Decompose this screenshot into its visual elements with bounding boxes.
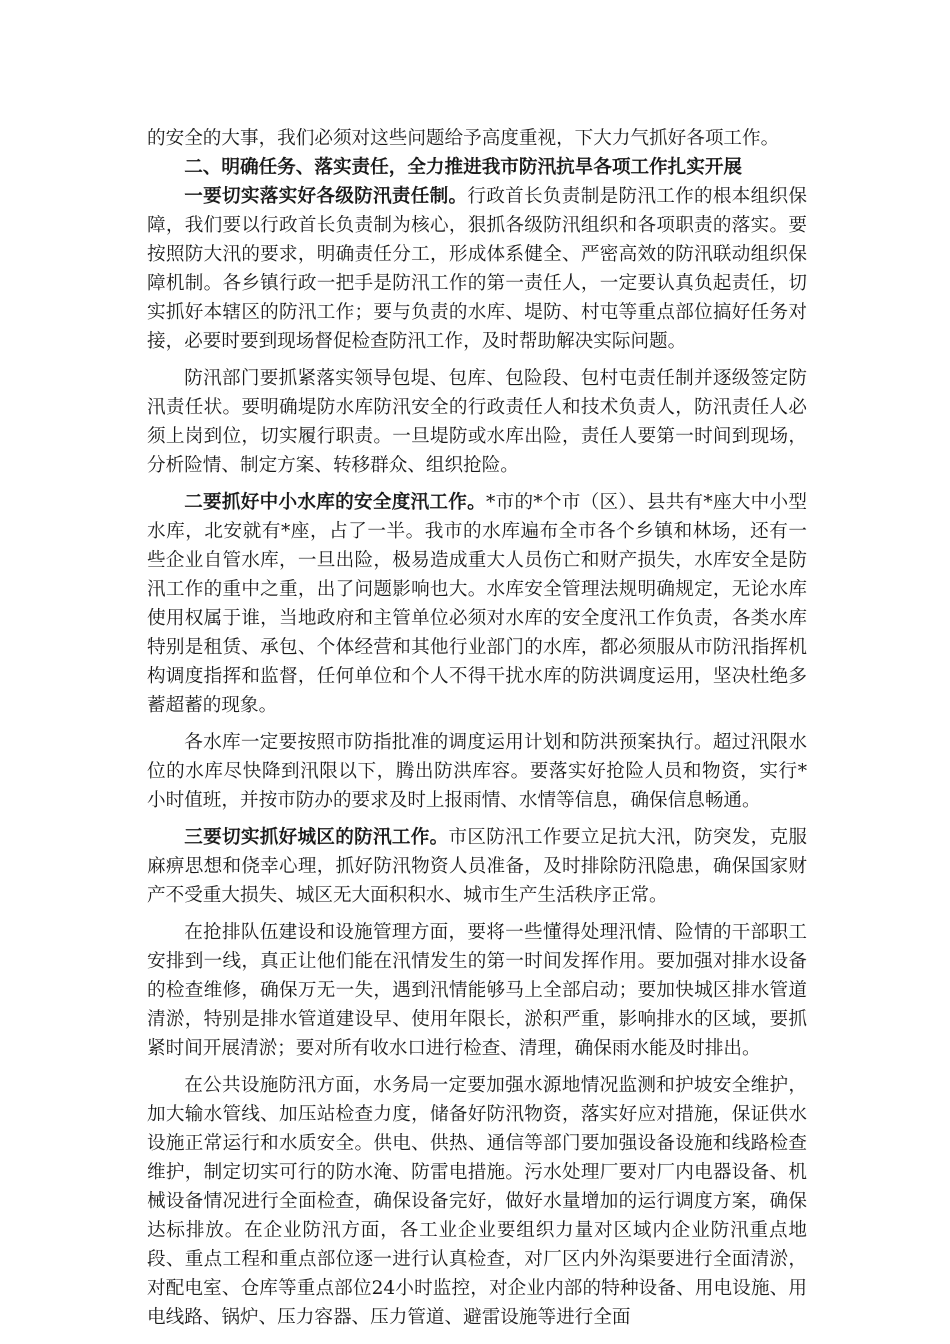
document-page	[147, 124, 807, 1332]
section-heading	[147, 153, 807, 182]
paragraph-text: 防汛部门要抓紧落实领导包堤、包库、包险段、包村屯责任制并逐级签定防汛责任状。要明确堤防水库防汛安全的行政责任人和技术负责人，防汛责任人必须上岗到位，切实履行职责。一旦堤防或水库出险，责任人要第一时间到现场，分析险情、制定方案、转移群众、组织抢险。	[147, 368, 807, 476]
paragraph-flood-departments	[147, 364, 807, 480]
paragraph-reservoir-safety	[147, 488, 807, 720]
paragraph-continuation	[147, 124, 807, 153]
paragraph-text: 各水库一定要按照市防指批准的调度运用计划和防洪预案执行。超过汛限水位的水库尽快降到汛限以下，腾出防洪库容。要落实好抢险人员和物资，实行*小时值班，并按市防办的要求及时上报雨情、水情等信息，确保信息畅通。	[147, 732, 807, 811]
paragraph-public-facilities	[147, 1071, 807, 1332]
paragraph-text: 的安全的大事，我们必须对这些问题给予高度重视，下大力气抓好各项工作。	[147, 128, 780, 149]
paragraph-text: 市区防汛工作要立足抗大汛，防突发，克服麻痹思想和侥幸心理，抓好防汛物资人员准备，及时排除防汛隐患，确保国家财产不受重大损失、城区无大面积积水、城市生产生活秩序正常。	[147, 827, 807, 906]
paragraph-text: *市的*个市（区）、县共有*座大中小型水库，北安就有*座，占了一半。我市的水库遍布全市各个乡镇和林场，还有一些企业自管水库，一旦出险，极易造成重大人员伤亡和财产损失，水库安全是防汛工作的重中之重，出了问题影响也大。水库安全管理法规明确规定，无论水库使用权属于谁，当地政府和主管单位必须对水库的安全度汛工作负责，各类水库特别是租赁、承包、个体经营和其他行业部门的水库，都必须服从市防汛指挥机构调度指挥和监督，任何单位和个人不得干扰水库的防洪调度运用，坚决杜绝多蓄超蓄的现象。	[147, 492, 807, 716]
paragraph-drainage-teams	[147, 918, 807, 1063]
paragraph-lead: 一要切实落实好各级防汛责任制。	[184, 186, 468, 207]
paragraph-lead: 三要切实抓好城区的防汛工作。	[184, 827, 449, 848]
paragraph-text: 在抢排队伍建设和设施管理方面，要将一些懂得处理汛情、险情的干部职工安排到一线，真正让他们能在汛情发生的第一时间发挥作用。要加强对排水设备的检查维修，确保万无一失，遇到汛情能够马上全部启动；要加快城区排水管道清淤，特别是排水管道建设早、使用年限长，淤积严重，影响排水的区域，要抓紧时间开展清淤；要对所有收水口进行检查、清理，确保雨水能及时排出。	[147, 922, 807, 1059]
paragraph-lead: 二要抓好中小水库的安全度汛工作。	[184, 492, 487, 513]
paragraph-text: 在公共设施防汛方面，水务局一定要加强水源地情况监测和护坡安全维护，加大输水管线、加压站检查力度，储备好防汛物资，落实好应对措施，保证供水设施正常运行和水质安全。供电、供热、通信等部门要加强设备设施和线路检查维护，制定切实可行的防水淹、防雷电措施。污水处理厂要对厂内电器设备、机械设备情况进行全面检查，确保设备完好，做好水量增加的运行调度方案，确保达标排放。在企业防汛方面，各工业企业要组织力量对区域内企业防汛重点地段、重点工程和重点部位逐一进行认真检查，对厂区内外沟渠要进行全面清淤，对配电室、仓库等重点部位24小时监控，对企业内部的特种设备、用电设施、用电线路、锅炉、压力容器、压力管道、避雷设施等进行全面	[147, 1075, 807, 1328]
paragraph-reservoir-dispatch	[147, 728, 807, 815]
paragraph-responsibility-system	[147, 182, 807, 356]
section-heading-text: 二、明确任务、落实责任，全力推进我市防汛抗旱各项工作扎实开展	[184, 157, 743, 178]
paragraph-urban-flood	[147, 823, 807, 910]
paragraph-text: 行政首长负责制是防汛工作的根本组织保障，我们要以行政首长负责制为核心，狠抓各级防汛组织和各项职责的落实。要按照防大汛的要求，明确责任分工，形成体系健全、严密高效的防汛联动组织保障机制。各乡镇行政一把手是防汛工作的第一责任人，一定要认真负起责任，切实抓好本辖区的防汛工作；要与负责的水库、堤防、村屯等重点部位搞好任务对接，必要时要到现场督促检查防汛工作，及时帮助解决实际问题。	[147, 186, 807, 352]
